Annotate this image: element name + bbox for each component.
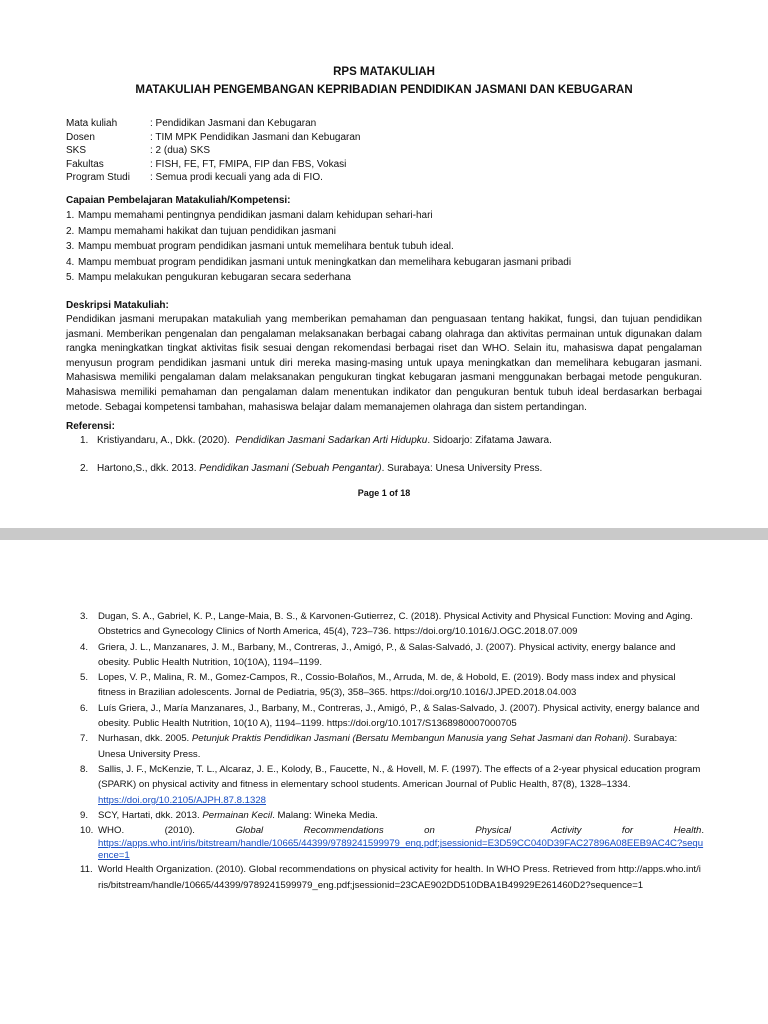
- learning-outcomes-list: [66, 208, 702, 286]
- course-info-value: : FISH, FE, FT, FMIPA, FIP dan FBS, Vokasi: [150, 158, 347, 170]
- course-info-row: [66, 144, 706, 158]
- course-info-row: [66, 117, 706, 131]
- list-item: 3. Mampu membuat program pendidikan jasmani untuk memelihara bentuk tubuh ideal.: [66, 241, 454, 252]
- list-item: 1. Kristiyandaru, A., Dkk. (2020). Pendidikan Jasmani Sadarkan Arti Hidupku. Sidoarjo: Zifatama Jawara.: [80, 435, 552, 446]
- list-item: 8. Sallis, J. F., McKenzie, T. L., Alcaraz, J. E., Kolody, B., Faucette, N., & Hovell, M. F. (1997). The effects of a 2-year physical education program (SPARK) on physical activity and fitness in elementary school students. American Journal of Public Health, 87(8), 1328–1334. https://doi.org/10.2105/AJPH.87.8.1328: [80, 763, 701, 806]
- course-info-row: [66, 158, 706, 172]
- list-item: 6. Luís Griera, J., María Manzanares, J., Barbany, M., Contreras, J., Amigó, P., & Salas-Salvado, J. (2007). Physical activity, energy balance and obesity. Public Health Nutrition, 10(10 A), 1194–1199. https://doi.org/10.1017/S1368980007000705: [80, 702, 700, 730]
- list-item: 11. World Health Organization. (2010). Global recommendations on physical activity for health. In WHO Press. Retrieved from http://apps.who.int/iris/bitstream/handle/10665/44399/9789241599979_eng.pdf;jsessionid=23CAE902DD510DBA1B49929E261460D2?sequence=1: [80, 864, 701, 891]
- who-link[interactable]: https://apps.who.int/iris/bitstream/handle/10665/44399/9789241599979_eng.pdf;jsessionid=E3D59CC040D39FAC27896A08EEB9AC4C?sequence=1: [98, 838, 704, 862]
- course-info: [66, 117, 706, 185]
- list-item: 2. Hartono,S., dkk. 2013. Pendidikan Jasmani (Sebuah Pengantar). Surabaya: Unesa University Press.: [80, 463, 543, 474]
- references-list-continued: [80, 609, 704, 893]
- list-item: 9. SCY, Hartati, dkk. 2013. Permainan Kecil. Malang: Wineka Media.: [80, 809, 378, 821]
- course-info-value: : 2 (dua) SKS: [150, 145, 211, 156]
- references-heading: Referensi:: [66, 421, 115, 432]
- course-description-heading: Deskripsi Matakuliah:: [66, 300, 169, 311]
- learning-outcomes-section: [66, 194, 702, 286]
- learning-outcomes-heading: Capaian Pembelajaran Matakuliah/Kompetensi:: [66, 195, 291, 206]
- document-subtitle: MATAKULIAH PENGEMBANGAN KEPRIBADIAN PENDIDIKAN JASMANI DAN KEBUGARAN: [135, 84, 633, 96]
- course-description-section: [66, 299, 702, 415]
- course-info-row: [66, 131, 706, 145]
- course-info-value: : Pendidikan Jasmani dan Kebugaran: [150, 118, 317, 129]
- list-item: 3. Dugan, S. A., Gabriel, K. P., Lange-Maia, B. S., & Karvonen-Gutierrez, C. (2018). Physical Activity and Physical Function: Moving and Aging. Obstetrics and Gynecology Clinics of North America, 45(4), 723–736. https://doi.org/10.1016/J.OGC.2018.07.009: [80, 611, 693, 638]
- course-info-row: [66, 171, 706, 185]
- page-number: Page 1 of 18: [357, 488, 411, 498]
- document-title: RPS MATAKULIAH: [333, 66, 435, 78]
- list-item: 7. Nurhasan, dkk. 2005. Petunjuk Praktis Pendidikan Jasmani (Bersatu Membangun Manusia yang Sehat Jasmani dan Rohani). Surabaya: Unesa University Press.: [80, 733, 678, 760]
- doi-link[interactable]: https://doi.org/10.2105/AJPH.87.8.1328: [98, 794, 267, 806]
- references-section: [66, 420, 702, 434]
- list-item: 4. Mampu membuat program pendidikan jasmani untuk meningkatkan dan memelihara kebugaran jasmani pribadi: [66, 256, 572, 268]
- list-item: 2. Mampu memahami hakikat dan tujuan pendidikan jasmani: [66, 225, 336, 237]
- course-info-label: SKS: [66, 145, 87, 156]
- course-info-label: Fakultas: [66, 158, 104, 170]
- course-info-label: Dosen: [66, 131, 95, 143]
- list-item: 5. Mampu melakukan pengukuran kebugaran secara sederhana: [66, 272, 351, 283]
- course-info-label: Mata kuliah: [66, 118, 118, 129]
- page-separator: [0, 528, 768, 540]
- course-info-value: : Semua prodi kecuali yang ada di FIO.: [150, 172, 323, 183]
- list-item: 10. WHO. (2010). Global Recommendations on Physical Activity for Health. https://apps.who.int/iris/bitstream/handle/10665/44399/9789241599979_eng.pdf;jsessionid=E3D59CC040D39FAC27896A08EEB9AC4C?sequence=1: [80, 825, 704, 862]
- course-description-text: Pendidikan jasmani merupakan matakuliah yang memberikan pemahaman dan penguasaan tentang hakikat, fungsi, dan tujuan pendidikan jasmani. Memberikan pengenalan dan pengalaman melaksanakan berbagai cabang olahraga dan aktivitas permainan untuk digunakan dalam rangka meningkatkan tingkat aktivitas fisik sesuai dengan rekomendasi berbagai riset dan WHO. Selain itu, mahasiswa dapat pengalaman menyusun program pendidikan jasmani untuk diri mereka masing-masing untuk upaya meningkatkan dan memelihara kebugaran jasmani. Mahasiswa memiliki pengalaman dalam melaksanakan pengukuran tingkat kebugaran jasmani menggunakan berbagai metode pengukuran. Mahasiswa memiliki pemahaman dan pengalaman dalam menentukan indikator dan pengukuran bentuk tubuh ideal berdasarkan berbagai metode. Sebagai kompetensi tambahan, mahasiswa belajar dalam memanajemen olahraga dan sistem pertandingan.: [66, 314, 702, 413]
- references-list: [80, 434, 700, 476]
- list-item: 1. Mampu memahami pentingnya pendidikan jasmani dalam kehidupan sehari-hari: [66, 210, 433, 221]
- course-info-label: Program Studi: [66, 172, 130, 183]
- course-info-value: : TIM MPK Pendidikan Jasmani dan Kebugaran: [150, 131, 361, 143]
- list-item: 5. Lopes, V. P., Malina, R. M., Gomez-Campos, R., Cossio-Bolaños, M., Arruda, M. de, & Hobold, E. (2019). Body mass index and physical fitness in Brazilian adolescents. Jornal de Pediatria, 95(3), 358–365. https://doi.org/10.1016/J.JPED.2018.04.003: [80, 672, 676, 699]
- list-item: 4. Griera, J. L., Manzanares, J. M., Barbany, M., Contreras, J., Amigó, P., & Salas-Salvadó, J. (2007). Physical activity, energy balance and obesity. Public Health Nutrition, 10(10A), 1194–1199.: [80, 641, 676, 668]
